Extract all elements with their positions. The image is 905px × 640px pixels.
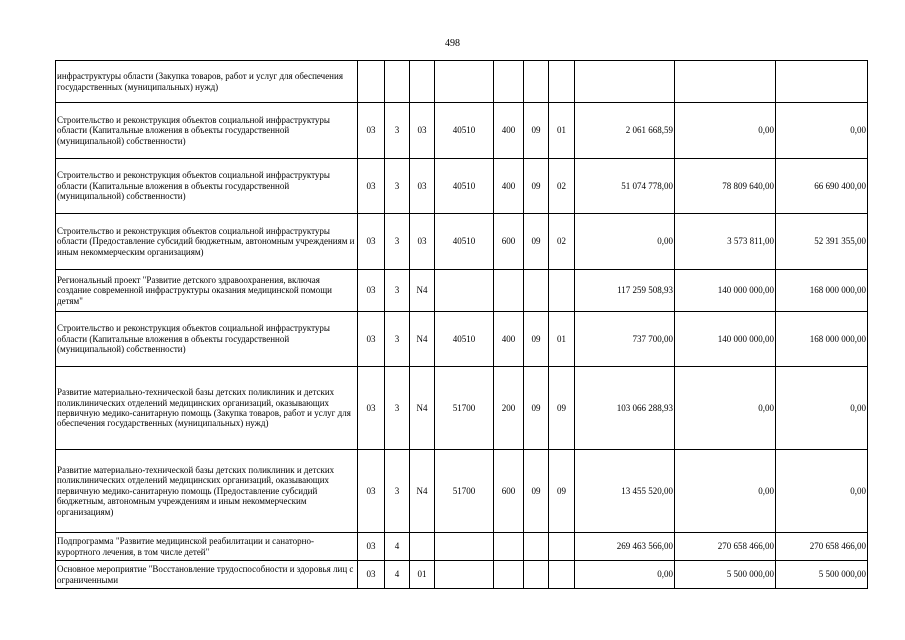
code-cell — [494, 561, 524, 589]
code-cell — [435, 61, 494, 103]
code-cell — [410, 61, 435, 103]
code-cell: 03 — [358, 103, 385, 159]
code-cell: 03 — [358, 159, 385, 214]
code-cell — [358, 61, 385, 103]
code-cell: 03 — [410, 159, 435, 214]
code-cell: N4 — [410, 450, 435, 533]
table-row — [56, 450, 868, 533]
table-row — [56, 270, 868, 312]
table-row — [56, 103, 868, 159]
code-cell: 40510 — [435, 312, 494, 367]
table-row — [56, 61, 868, 103]
code-cell: 3 — [385, 270, 410, 312]
amount-cell — [675, 61, 776, 103]
code-cell: 3 — [385, 103, 410, 159]
code-cell: 09 — [524, 312, 549, 367]
code-cell: 3 — [385, 214, 410, 270]
code-cell: 09 — [524, 214, 549, 270]
amount-cell: 117 259 508,93 — [575, 270, 675, 312]
budget-table — [55, 60, 868, 589]
row-description: Строительство и реконструкция объектов социальной инфраструктуры области (Капитальные вложения в объекты государственной (муниципальной) собственности) — [56, 312, 358, 367]
table-row — [56, 159, 868, 214]
code-cell — [435, 270, 494, 312]
code-cell — [494, 533, 524, 561]
code-cell: 40510 — [435, 214, 494, 270]
code-cell: 200 — [494, 367, 524, 450]
code-cell: 600 — [494, 214, 524, 270]
amount-cell: 0,00 — [575, 214, 675, 270]
code-cell: 4 — [385, 561, 410, 589]
code-cell: 03 — [358, 450, 385, 533]
code-cell: 09 — [524, 103, 549, 159]
code-cell: 01 — [410, 561, 435, 589]
code-cell: 09 — [524, 159, 549, 214]
code-cell: 51700 — [435, 367, 494, 450]
code-cell: 3 — [385, 159, 410, 214]
amount-cell: 0,00 — [776, 450, 868, 533]
code-cell — [494, 61, 524, 103]
page-number: 498 — [445, 38, 460, 49]
code-cell: N4 — [410, 270, 435, 312]
row-description: Строительство и реконструкция объектов социальной инфраструктуры области (Капитальные вложения в объекты государственной (муниципальной) собственности) — [56, 103, 358, 159]
code-cell — [435, 561, 494, 589]
amount-cell: 0,00 — [675, 103, 776, 159]
amount-cell: 103 066 288,93 — [575, 367, 675, 450]
code-cell: 3 — [385, 367, 410, 450]
amount-cell: 0,00 — [675, 367, 776, 450]
amount-cell: 270 658 466,00 — [675, 533, 776, 561]
row-description: Развитие материально-технической базы детских поликлиник и детских поликлинических отделений медицинских организаций, оказывающих первичную медико-санитарную помощь (Предоставление субсидий бюджетным, автономным учреждениям и иным некоммерческим организациям) — [56, 450, 358, 533]
code-cell: 09 — [549, 367, 575, 450]
table-row — [56, 367, 868, 450]
code-cell: 3 — [385, 312, 410, 367]
code-cell: 51700 — [435, 450, 494, 533]
amount-cell: 51 074 778,00 — [575, 159, 675, 214]
code-cell: 03 — [358, 533, 385, 561]
code-cell: 01 — [549, 103, 575, 159]
code-cell: 03 — [358, 312, 385, 367]
code-cell: 03 — [358, 367, 385, 450]
table-row — [56, 214, 868, 270]
amount-cell: 0,00 — [575, 561, 675, 589]
table-row — [56, 533, 868, 561]
code-cell — [524, 61, 549, 103]
code-cell: 02 — [549, 214, 575, 270]
row-description: Строительство и реконструкция объектов социальной инфраструктуры области (Предоставление субсидий бюджетным, автономным учреждениям и иным некоммерческим организациям) — [56, 214, 358, 270]
amount-cell — [575, 61, 675, 103]
code-cell: 4 — [385, 533, 410, 561]
amount-cell: 0,00 — [776, 367, 868, 450]
row-description: Строительство и реконструкция объектов социальной инфраструктуры области (Капитальные вложения в объекты государственной (муниципальной) собственности) — [56, 159, 358, 214]
table-row — [56, 312, 868, 367]
code-cell: 3 — [385, 450, 410, 533]
code-cell: N4 — [410, 312, 435, 367]
row-description: инфраструктуры области (Закупка товаров, работ и услуг для обеспечения государственных (муниципальных) нужд) — [56, 61, 358, 103]
amount-cell: 3 573 811,00 — [675, 214, 776, 270]
code-cell — [549, 61, 575, 103]
row-description: Региональный проект "Развитие детского здравоохранения, включая создание современной инфраструктуры оказания медицинской помощи детям" — [56, 270, 358, 312]
amount-cell: 140 000 000,00 — [675, 270, 776, 312]
amount-cell: 168 000 000,00 — [776, 270, 868, 312]
amount-cell: 0,00 — [776, 103, 868, 159]
code-cell — [410, 533, 435, 561]
table-row — [56, 561, 868, 589]
code-cell: 09 — [524, 367, 549, 450]
amount-cell — [776, 61, 868, 103]
amount-cell: 269 463 566,00 — [575, 533, 675, 561]
code-cell: 40510 — [435, 103, 494, 159]
row-description: Основное мероприятие "Восстановление трудоспособности и здоровья лиц с ограниченными — [56, 561, 358, 589]
code-cell — [524, 270, 549, 312]
code-cell: 01 — [549, 312, 575, 367]
amount-cell: 140 000 000,00 — [675, 312, 776, 367]
code-cell — [549, 533, 575, 561]
code-cell — [549, 561, 575, 589]
amount-cell: 5 500 000,00 — [675, 561, 776, 589]
amount-cell: 737 700,00 — [575, 312, 675, 367]
code-cell — [435, 533, 494, 561]
code-cell: 600 — [494, 450, 524, 533]
amount-cell: 52 391 355,00 — [776, 214, 868, 270]
code-cell: 400 — [494, 312, 524, 367]
code-cell: 40510 — [435, 159, 494, 214]
row-description: Подпрограмма "Развитие медицинской реабилитации и санаторно-курортного лечения, в том числе детей" — [56, 533, 358, 561]
code-cell: 03 — [358, 561, 385, 589]
code-cell: 03 — [358, 214, 385, 270]
amount-cell: 66 690 400,00 — [776, 159, 868, 214]
code-cell: 09 — [549, 450, 575, 533]
amount-cell: 0,00 — [675, 450, 776, 533]
code-cell — [385, 61, 410, 103]
code-cell: 400 — [494, 159, 524, 214]
amount-cell: 78 809 640,00 — [675, 159, 776, 214]
amount-cell: 168 000 000,00 — [776, 312, 868, 367]
code-cell: 03 — [358, 270, 385, 312]
code-cell: 09 — [524, 450, 549, 533]
code-cell: 02 — [549, 159, 575, 214]
code-cell — [524, 533, 549, 561]
row-description: Развитие материально-технической базы детских поликлиник и детских поликлинических отделений медицинских организаций, оказывающих первичную медико-санитарную помощь (Закупка товаров, работ и услуг для обеспечения государственных (муниципальных) нужд) — [56, 367, 358, 450]
code-cell — [524, 561, 549, 589]
code-cell: N4 — [410, 367, 435, 450]
code-cell — [549, 270, 575, 312]
amount-cell: 13 455 520,00 — [575, 450, 675, 533]
code-cell — [494, 270, 524, 312]
code-cell: 03 — [410, 214, 435, 270]
amount-cell: 5 500 000,00 — [776, 561, 868, 589]
code-cell: 400 — [494, 103, 524, 159]
amount-cell: 2 061 668,59 — [575, 103, 675, 159]
amount-cell: 270 658 466,00 — [776, 533, 868, 561]
code-cell: 03 — [410, 103, 435, 159]
